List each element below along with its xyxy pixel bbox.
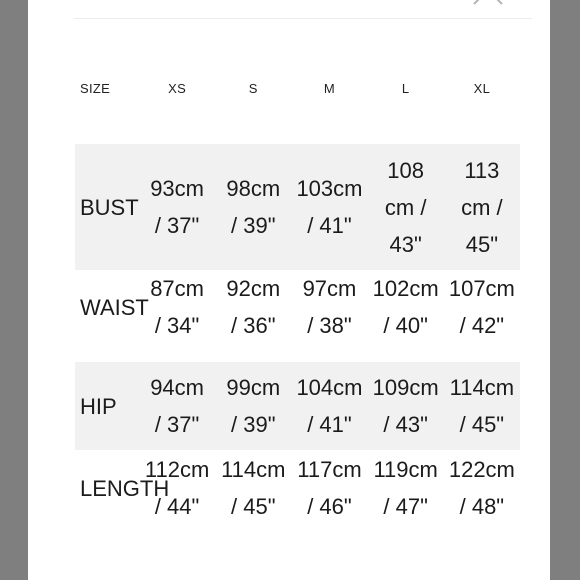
hip-m-cell: 104cm / 41" — [291, 362, 367, 450]
length-m-cell: 117cm / 46" — [297, 457, 362, 519]
length-xs-cell: 112cm / 44" — [144, 457, 210, 519]
bust-xl-cell: 113 cm / 45" — [444, 144, 520, 270]
bust-xs-cell: 93cm / 37" — [139, 144, 215, 270]
hip-xs-cell: 94cm / 37" — [139, 362, 215, 450]
size-guide-modal — [28, 0, 550, 580]
waist-row — [75, 270, 520, 344]
length-l-cell: 119cm / 47" — [373, 457, 438, 519]
hip-label: HIP — [75, 362, 139, 450]
size-header-row — [75, 60, 520, 116]
length-label: LENGTH — [80, 475, 170, 501]
bust-m-cell: 103cm / 41" — [291, 144, 367, 270]
bust-s-cell: 98cm / 39" — [215, 144, 291, 270]
length-xl-cell: 122cm / 48" — [448, 457, 515, 519]
length-s-cell: 114cm / 45" — [221, 457, 286, 519]
hip-l-cell: 109cm / 43" — [368, 362, 444, 450]
bust-row — [75, 144, 520, 270]
waist-s-cell: 92cm / 36" — [226, 276, 281, 338]
hip-s-cell: 99cm / 39" — [215, 362, 291, 450]
hip-row — [75, 362, 520, 450]
size-header-m: M — [323, 80, 336, 96]
bust-l-cell: 108 cm / 43" — [368, 144, 444, 270]
size-header-l: L — [401, 80, 410, 96]
bust-label: BUST — [75, 144, 139, 270]
waist-l-cell: 102cm / 40" — [372, 276, 439, 338]
size-header-s: S — [248, 80, 258, 96]
header-divider — [74, 18, 532, 19]
hip-xl-cell: 114cm / 45" — [444, 362, 520, 450]
waist-xs-cell: 87cm / 34" — [150, 276, 204, 338]
close-icon — [472, 0, 508, 8]
waist-m-cell: 97cm / 38" — [302, 276, 357, 338]
close-button[interactable] — [472, 0, 508, 8]
size-header-label: SIZE — [80, 80, 111, 96]
length-row — [75, 450, 520, 526]
size-chart-table — [75, 60, 520, 526]
waist-label: WAIST — [80, 294, 149, 320]
waist-xl-cell: 107cm / 42" — [448, 276, 515, 338]
size-header-xs: XS — [168, 80, 187, 96]
size-header-xl: XL — [473, 80, 491, 96]
